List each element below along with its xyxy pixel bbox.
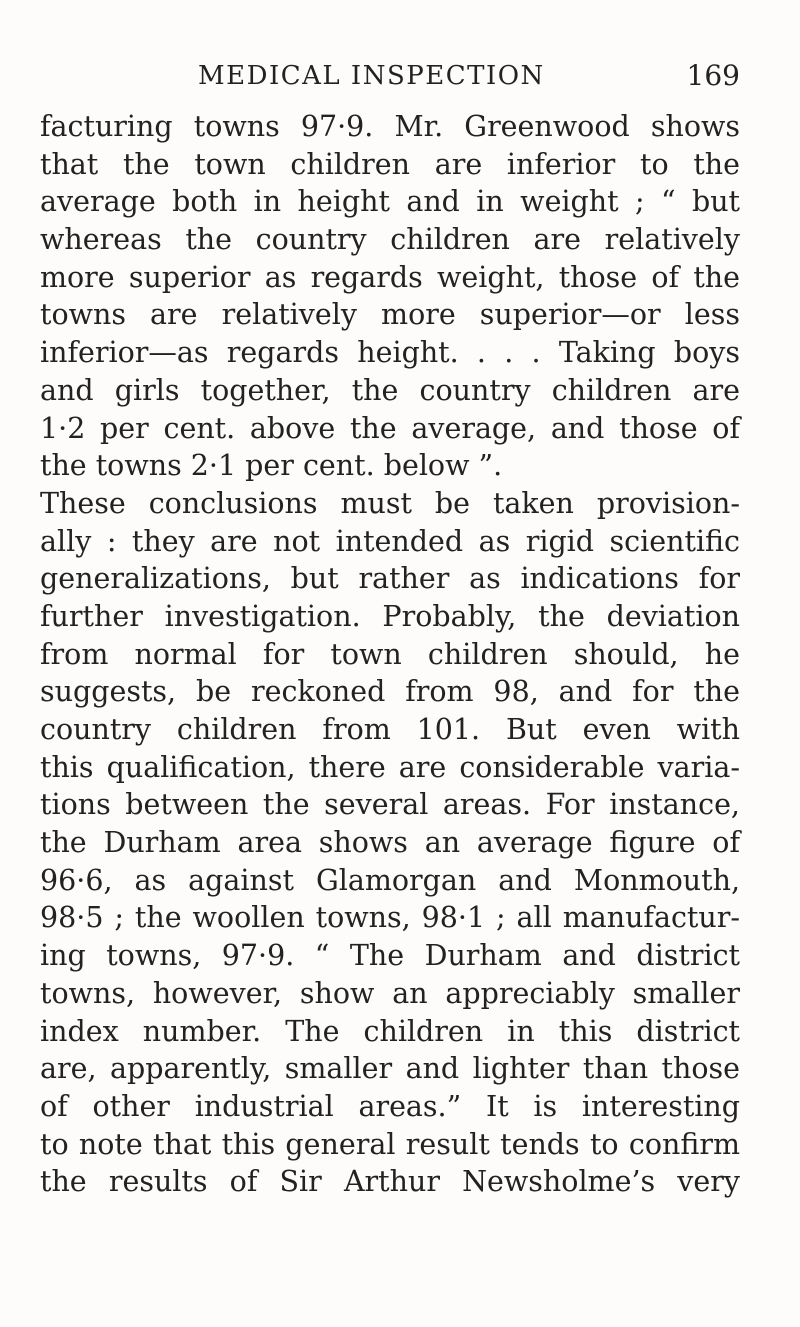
text-line: ing towns, 97·9. “ The Durham and district [40, 939, 740, 973]
text-line: inferior—as regards height. . . . Taking boys [40, 336, 740, 370]
book-page [40, 0, 740, 1327]
text-line: to note that this general result tends to confirm [40, 1127, 740, 1161]
page-number: 169 [686, 59, 740, 92]
text-line: average both in height and in weight ; “ but [40, 185, 740, 219]
text-line: of other industrial areas.” It is interesting [40, 1089, 740, 1123]
text-line: the towns 2·1 per cent. below ”. [40, 449, 503, 483]
text-line: 1·2 per cent. above the average, and those of [40, 411, 740, 445]
text-line: further investigation. Probably, the deviation [40, 599, 740, 633]
running-title: MEDICAL INSPECTION [198, 61, 545, 91]
text-line: generalizations, but rather as indications for [40, 562, 740, 596]
text-line: suggests, be reckoned from 98, and for the [40, 675, 740, 709]
text-line: the Durham area shows an average figure of [40, 826, 740, 860]
text-line: towns, however, show an appreciably smaller [40, 976, 740, 1010]
running-head [40, 60, 740, 100]
text-line: index number. The children in this district [40, 1014, 740, 1048]
text-line: 96·6, as against Glamorgan and Monmouth, [40, 863, 740, 897]
text-line: and girls together, the country children are [40, 373, 740, 407]
text-line: from normal for town children should, he [40, 637, 740, 671]
text-line: whereas the country children are relatively [40, 223, 740, 257]
text-line: ally : they are not intended as rigid scientific [40, 524, 740, 558]
text-line: are, apparently, smaller and lighter than those [40, 1052, 740, 1086]
body-text [40, 108, 740, 1201]
text-line: facturing towns 97·9. Mr. Greenwood shows [40, 110, 740, 143]
text-line: 98·5 ; the woollen towns, 98·1 ; all manufactur- [40, 901, 740, 935]
text-line: towns are relatively more superior—or less [40, 298, 740, 332]
text-line: that the town children are inferior to the [40, 147, 740, 181]
text-line: tions between the several areas. For instance, [40, 788, 740, 822]
text-line: more superior as regards weight, those of the [40, 260, 740, 294]
text-line: this qualification, there are considerable varia- [40, 750, 740, 784]
text-line: the results of Sir Arthur Newsholme’s very [40, 1165, 740, 1199]
text-line: country children from 101. But even with [40, 713, 740, 746]
text-line: These conclusions must be taken provision- [40, 486, 740, 520]
